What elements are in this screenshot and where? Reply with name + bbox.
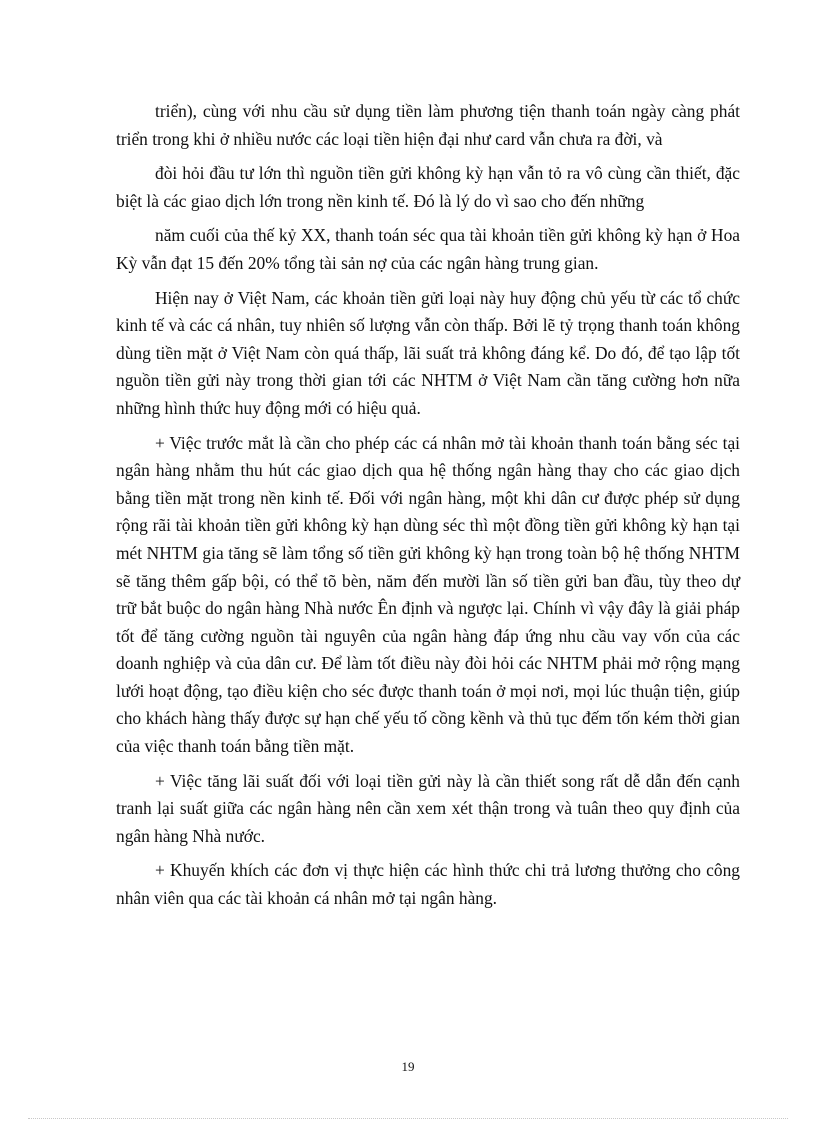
page-number: 19	[401, 1059, 415, 1074]
paragraph-1: triển), cùng với nhu cầu sử dụng tiền làm phương tiện thanh toán ngày càng phát triển trong khi ở nhiều nước các loại tiền hiện đại như card vẫn chưa ra đời, và	[116, 101, 740, 149]
paragraph-3: năm cuối của thế kỷ XX, thanh toán séc qua tài khoản tiền gửi không kỳ hạn ở Hoa Kỳ vẫn đạt 15 đến 20% tổng tài sản nợ của các ngân hàng trung gian.	[116, 225, 740, 273]
paragraph-7: + Khuyến khích các đơn vị thực hiện các hình thức chi trả lương thưởng cho công nhân viên qua các tài khoản cá nhân mở tại ngân hàng.	[116, 860, 740, 909]
paragraph-2: đòi hỏi đầu tư lớn thì nguồn tiền gửi không kỳ hạn vẫn tỏ ra vô cùng cần thiết, đặc biệt là các giao dịch lớn trong nền kinh tế. Đó là lý do vì sao cho đến những	[116, 163, 740, 211]
paragraph-4: Hiện nay ở Việt Nam, các khoản tiền gửi loại này huy động chủ yếu từ các tổ chức kinh tế và các cá nhân, tuy nhiên số lượng vẫn còn thấp. Bởi lẽ tỷ trọng thanh toán không dùng tiền mặt ở Việt Nam còn quá thấp, lãi suất trả không đáng kể. Do đó, để tạo lập tốt nguồn tiền gửi này trong thời gian tới các NHTM ở Việt Nam cần tăng cường hơn nữa những hình thức huy động mới có hiệu quả.	[116, 287, 740, 418]
paragraph-5: + Việc trước mắt là cần cho phép các cá nhân mở tài khoản thanh toán bằng séc tại ngân hàng nhằm thu hút các giao dịch qua hệ thống ngân hàng thay cho các giao dịch bằng tiền mặt trong nền kinh tế. Đối với ngân hàng, một khi dân cư được phép sử dụng rộng rãi tài khoản tiền gửi không kỳ hạn dùng séc thì một đồng tiền gửi không kỳ hạn tại mét NHTM gia tăng sẽ làm tổng số tiền gửi không kỳ hạn trong toàn bộ hệ thống NHTM sẽ tăng thêm gấp bội, có thể tõ bèn, năm đến mười lần số tiền gửi ban đầu, tùy theo dự trữ bắt buộc do ngân hàng Nhà nước Ên định và ngược lại. Chính vì vậy đây là giải pháp tốt để tăng cường nguồn tài nguyên của ngân hàng đáp ứng nhu cầu vay vốn của các doanh nghiệp và của dân cư. Để làm tốt điều này đòi hỏi các NHTM phải mở rộng mạng lưới hoạt động, tạo điều kiện cho séc được thanh toán ở mọi nơi, mọi lúc thuận tiện, giúp cho khách hàng thấy được sự hạn chế yếu tố cồng kềnh và thủ tục đếm tốn kém thời gian của việc thanh toán bằng tiền mặt.	[116, 432, 740, 757]
page-bottom-divider	[28, 1118, 788, 1119]
body-text	[116, 98, 740, 920]
paragraph-6: + Việc tăng lãi suất đối với loại tiền gửi này là cần thiết song rất dễ dẫn đến cạnh tranh lại suất giữa các ngân hàng nên cần xem xét thận trong và tuân theo quy định của ngân hàng Nhà nước.	[116, 770, 740, 846]
